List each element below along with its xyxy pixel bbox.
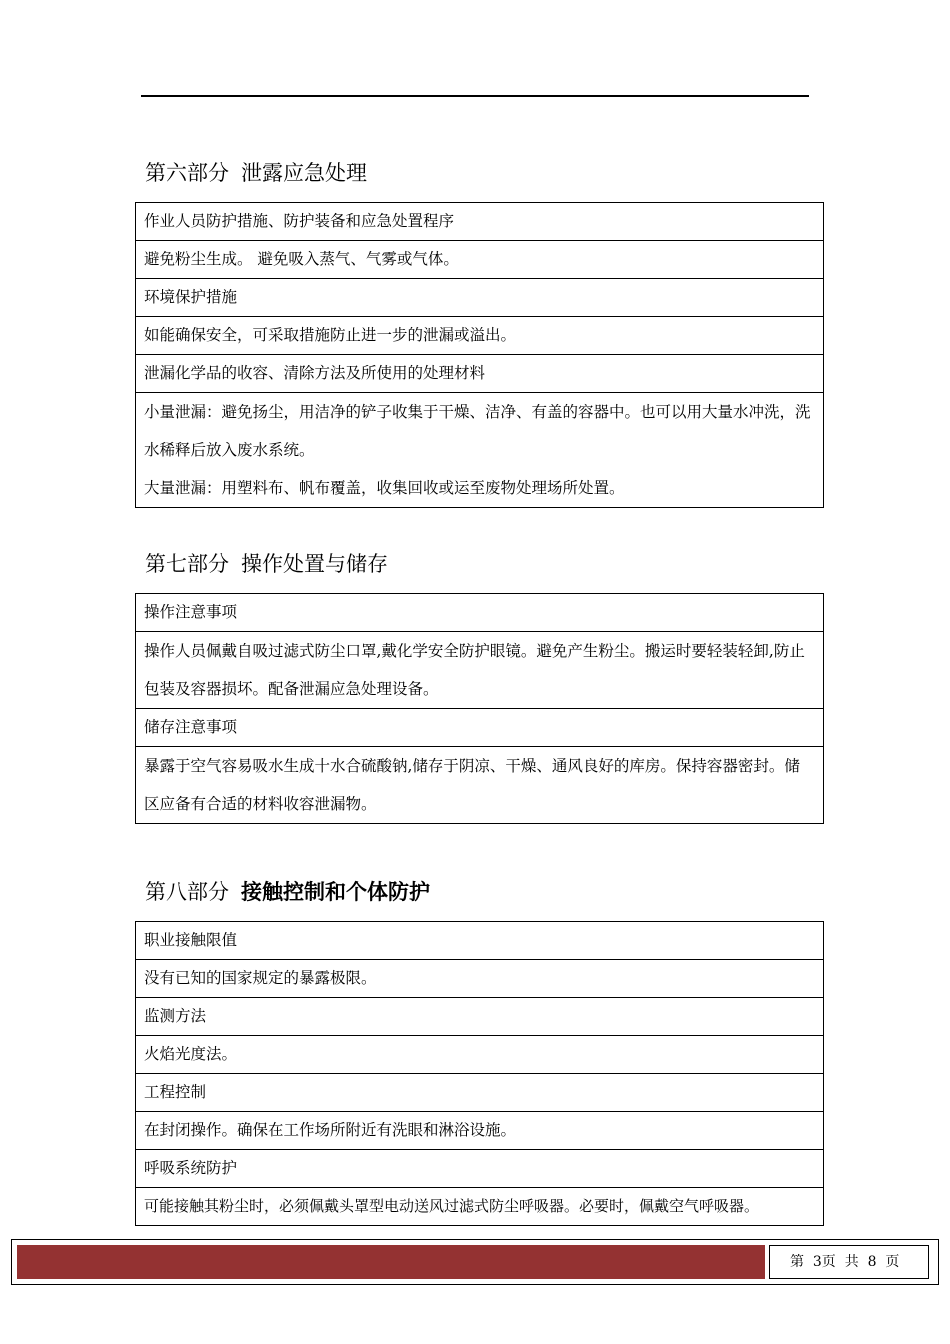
table-cell: 泄漏化学品的收容、清除方法及所使用的处理材料 <box>136 355 824 393</box>
section7-number: 第七部分 <box>145 552 229 576</box>
header-rule <box>141 95 809 97</box>
section8-number: 第八部分 <box>145 880 229 904</box>
table-row <box>136 1150 824 1188</box>
table-row <box>136 709 824 747</box>
section7-heading: 操作处置与储存 <box>241 552 388 576</box>
table-row <box>136 241 824 279</box>
table-row <box>136 594 824 632</box>
table-row <box>136 1036 824 1074</box>
table-row <box>136 747 824 824</box>
section6-title <box>145 159 367 187</box>
table-row <box>136 1112 824 1150</box>
section7-title <box>145 550 388 578</box>
page-number: 第 3页 共 8 页 <box>769 1245 929 1279</box>
table-row <box>136 279 824 317</box>
table-cell: 如能确保安全，可采取措施防止进一步的泄漏或溢出。 <box>136 317 824 355</box>
table-row <box>136 393 824 508</box>
table-cell: 暴露于空气容易吸水生成十水合硫酸钠,储存于阴凉、干燥、通风良好的库房。保持容器密封。储区应备有合适的材料收容泄漏物。 <box>136 747 824 824</box>
table-cell: 呼吸系统防护 <box>136 1150 824 1188</box>
section8-title <box>145 878 430 906</box>
table-cell: 可能接触其粉尘时，必须佩戴头罩型电动送风过滤式防尘呼吸器。必要时，佩戴空气呼吸器。 <box>136 1188 824 1226</box>
table-row <box>136 317 824 355</box>
page-footer <box>11 1239 939 1285</box>
table-cell: 储存注意事项 <box>136 709 824 747</box>
section8-heading: 接触控制和个体防护 <box>241 880 430 904</box>
table-cell: 在封闭操作。确保在工作场所附近有洗眼和淋浴设施。 <box>136 1112 824 1150</box>
section8-table <box>135 921 824 1226</box>
section6-heading: 泄露应急处理 <box>241 161 367 185</box>
table-cell: 职业接触限值 <box>136 922 824 960</box>
table-cell: 操作注意事项 <box>136 594 824 632</box>
table-row <box>136 1074 824 1112</box>
table-cell <box>136 393 824 508</box>
section6-table <box>135 202 824 508</box>
paragraph: 小量泄漏：避免扬尘，用洁净的铲子收集于干燥、洁净、有盖的容器中。也可以用大量水冲洗，洗水稀释后放入废水系统。 <box>144 403 811 459</box>
table-cell: 环境保护措施 <box>136 279 824 317</box>
table-row <box>136 998 824 1036</box>
table-cell: 操作人员佩戴自吸过滤式防尘口罩,戴化学安全防护眼镜。避免产生粉尘。搬运时要轻装轻卸,防止包装及容器损坏。配备泄漏应急处理设备。 <box>136 632 824 709</box>
table-cell: 作业人员防护措施、防护装备和应急处置程序 <box>136 203 824 241</box>
section6-number: 第六部分 <box>145 161 229 185</box>
table-cell: 避免粉尘生成。 避免吸入蒸气、气雾或气体。 <box>136 241 824 279</box>
paragraph: 大量泄漏：用塑料布、帆布覆盖，收集回收或运至废物处理场所处置。 <box>144 479 625 497</box>
table-row <box>136 355 824 393</box>
table-cell: 火焰光度法。 <box>136 1036 824 1074</box>
section7-table <box>135 593 824 824</box>
table-cell: 没有已知的国家规定的暴露极限。 <box>136 960 824 998</box>
table-row <box>136 203 824 241</box>
table-cell: 监测方法 <box>136 998 824 1036</box>
table-row <box>136 922 824 960</box>
table-row <box>136 960 824 998</box>
table-row <box>136 1188 824 1226</box>
footer-color-bar <box>17 1245 765 1279</box>
table-row <box>136 632 824 709</box>
table-cell: 工程控制 <box>136 1074 824 1112</box>
